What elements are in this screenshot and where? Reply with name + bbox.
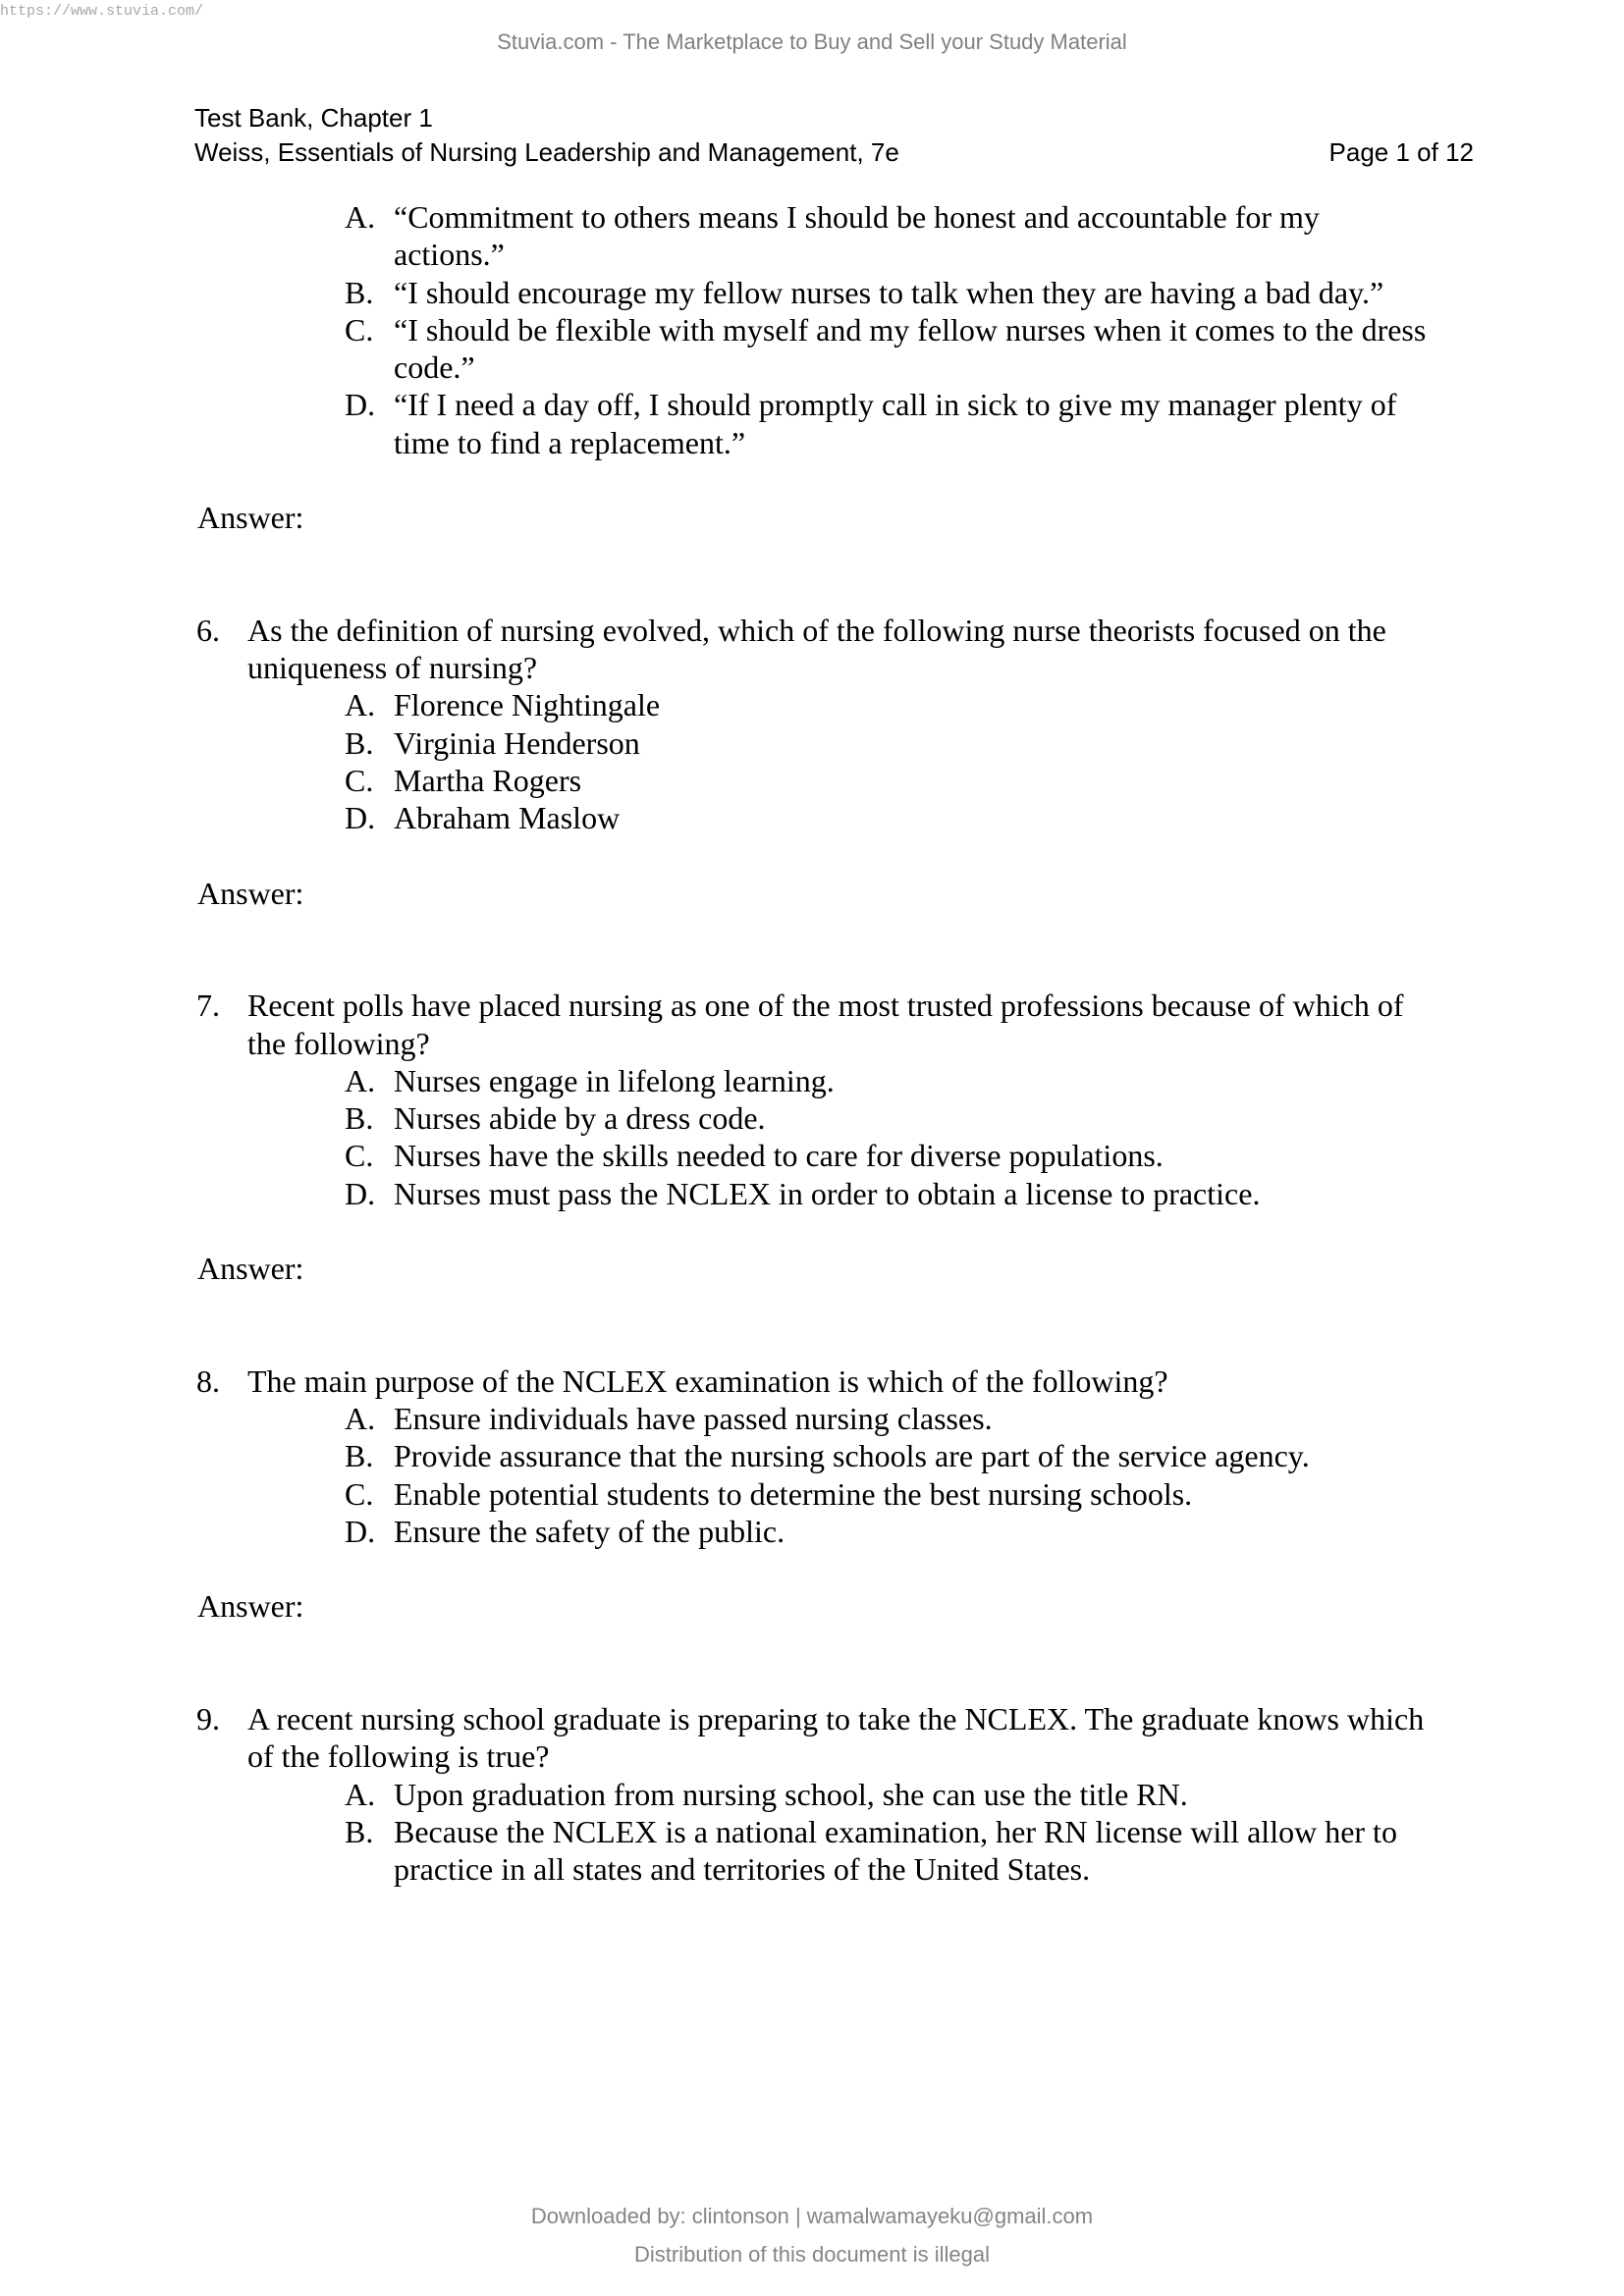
option-letter: C. [345,311,374,347]
question-text: Recent polls have placed nursing as one of the most trusted professions because of which of [247,988,1404,1024]
option-text: actions.” [394,237,505,273]
option-text: Ensure individuals have passed nursing classes. [394,1401,993,1436]
option-letter: C. [345,762,374,798]
option-text: Martha Rogers [394,762,582,798]
answer-label: Answer: [197,875,304,911]
option-text: Nurses abide by a dress code. [394,1100,766,1136]
option-letter: A. [345,1776,376,1812]
option-text: Abraham Maslow [394,800,621,835]
option-letter: B. [345,274,374,310]
question-number: 9. [196,1701,220,1736]
option-letter: D. [345,800,376,835]
question-text: As the definition of nursing evolved, which of the following nurse theorists focused on the [247,612,1386,648]
question-text: the following? [247,1025,430,1061]
option-text: time to find a replacement.” [394,424,746,460]
option-text: “I should be flexible with myself and my fellow nurses when it comes to the dress [394,311,1427,347]
option-text: “I should encourage my fellow nurses to talk when they are having a bad day.” [394,274,1384,310]
page-number: Page 1 of 12 [1328,137,1474,167]
option-letter: A. [345,1062,376,1098]
option-letter: B. [345,1100,374,1136]
option-text: Nurses engage in lifelong learning. [394,1062,835,1098]
source-url: https://www.stuvia.com/ [0,3,204,20]
question-number: 6. [196,612,220,648]
option-text: Ensure the safety of the public. [394,1513,785,1549]
option-letter: D. [345,1175,376,1211]
option-letter: A. [345,199,376,235]
option-text: Nurses have the skills needed to care for diverse populations. [394,1138,1164,1174]
answer-label: Answer: [197,500,304,535]
header-book-title: Weiss, Essentials of Nursing Leadership and Management, 7e [194,137,899,167]
marketplace-banner: Stuvia.com - The Marketplace to Buy and Sell your Study Material [497,29,1127,54]
option-text: “Commitment to others means I should be honest and accountable for my [394,199,1320,235]
option-letter: B. [345,724,374,761]
question-number: 7. [196,988,220,1024]
option-text: Virginia Henderson [394,724,640,761]
option-letter: A. [345,687,376,723]
header-chapter: Test Bank, Chapter 1 [194,103,433,133]
option-letter: A. [345,1401,376,1436]
option-text: Florence Nightingale [394,687,661,723]
option-letter: B. [345,1813,374,1849]
option-text: practice in all states and territories of the United States. [394,1851,1091,1887]
download-notice: Downloaded by: clintonson | wamalwamayeku@gmail.com [530,2204,1094,2228]
question-text: The main purpose of the NCLEX examination is which of the following? [247,1362,1168,1399]
question-text: uniqueness of nursing? [247,650,538,685]
option-letter: C. [345,1475,374,1512]
option-text: “If I need a day off, I should promptly call in sick to give my manager plenty of [394,387,1397,423]
option-letter: D. [345,1513,376,1549]
option-text: Because the NCLEX is a national examination, her RN license will allow her to [394,1813,1397,1849]
option-letter: D. [345,387,376,423]
question-text: of the following is true? [247,1738,550,1775]
answer-label: Answer: [197,1251,304,1286]
answer-label: Answer: [197,1588,304,1625]
option-text: Enable potential students to determine the best nursing schools. [394,1475,1193,1512]
option-text: Provide assurance that the nursing schools are part of the service agency. [394,1438,1310,1474]
question-number: 8. [196,1362,220,1399]
option-letter: C. [345,1138,374,1174]
option-text: Upon graduation from nursing school, she can use the title RN. [394,1776,1188,1812]
option-text: Nurses must pass the NCLEX in order to obtain a license to practice. [394,1175,1261,1211]
distribution-notice: Distribution of this document is illegal [634,2242,990,2267]
option-letter: B. [345,1438,374,1474]
question-text: A recent nursing school graduate is preparing to take the NCLEX. The graduate knows which [247,1701,1425,1736]
option-text: code.” [394,349,475,385]
